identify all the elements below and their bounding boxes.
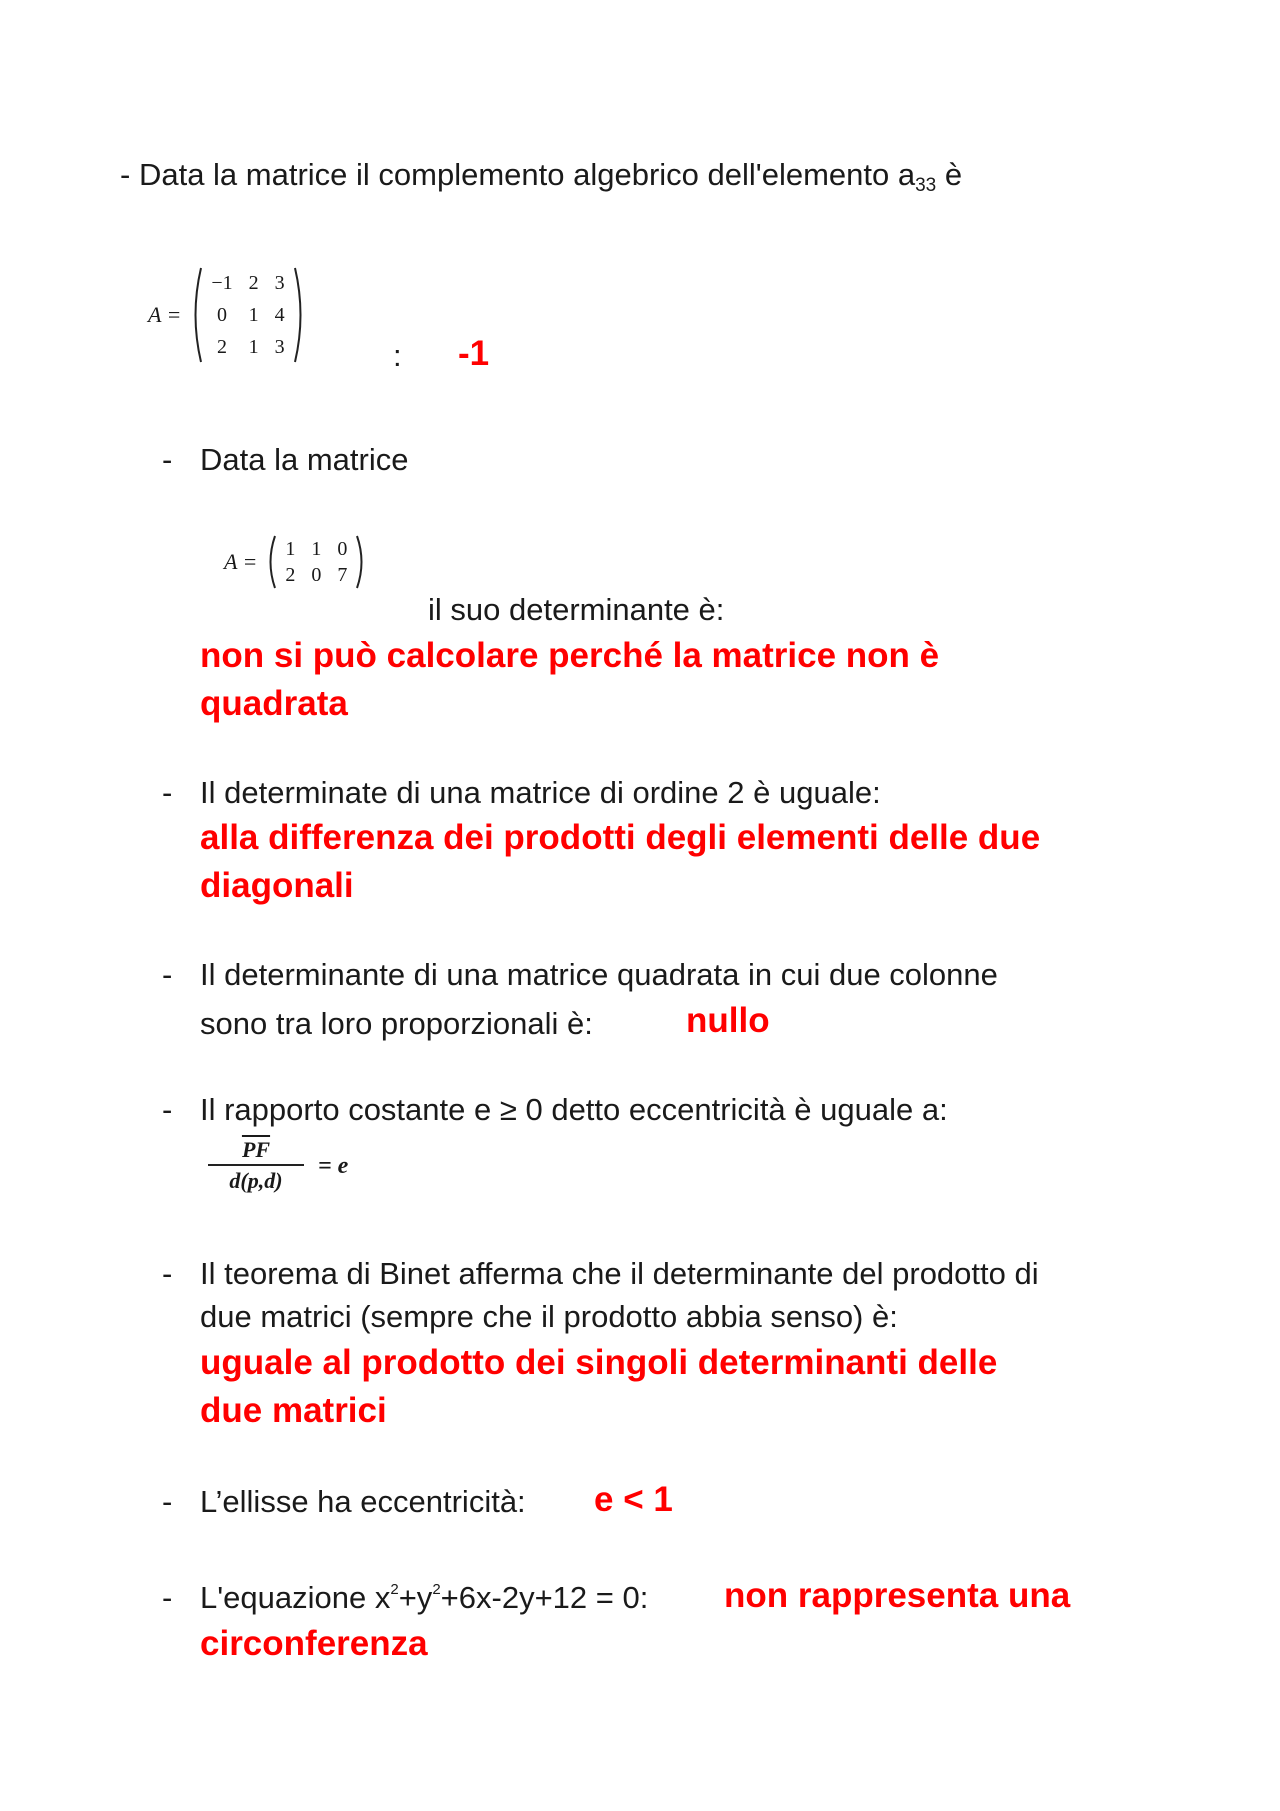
question-1-prefix: Data la matrice il complemento algebrico dell'elemento a — [138, 157, 916, 192]
matrix-2-cell: 2 — [285, 563, 296, 586]
matrix-1-cell: 3 — [274, 335, 285, 358]
equation-exponent: 2 — [390, 1581, 399, 1598]
matrix-1-table — [203, 267, 292, 363]
answer-6-line2: due matrici — [200, 1391, 387, 1430]
matrix-2-cell: 1 — [285, 537, 296, 560]
dash-7: - — [162, 1484, 173, 1519]
matrix-2-cell: 7 — [337, 563, 348, 586]
matrix-2-cell: 0 — [337, 537, 348, 560]
question-6-line1: Il teorema di Binet afferma che il determinante del prodotto di — [200, 1256, 1039, 1291]
formula-numerator: $\overline{PF}$ — [241, 1137, 271, 1162]
question-5: Il rapporto costante e ≥ 0 detto eccentricità è uguale a: — [200, 1092, 948, 1127]
question-1-suffix: è — [936, 157, 963, 192]
matrix-1-row — [203, 267, 292, 299]
formula-rhs: = e — [318, 1152, 349, 1179]
equation — [200, 1578, 648, 1618]
answer-4: nullo — [686, 1001, 770, 1040]
matrix-1-left-paren — [189, 266, 203, 364]
dash-2: - — [162, 442, 173, 477]
matrix-2-left-paren — [265, 534, 277, 590]
answer-3-line1: alla differenza dei prodotti degli elementi delle due — [200, 818, 1041, 857]
formula-fraction — [208, 1136, 304, 1196]
matrix-2 — [224, 534, 367, 590]
matrix-2-row — [277, 562, 355, 588]
dash-1: - — [120, 157, 131, 192]
answer-2-line2: quadrata — [200, 684, 348, 723]
dash-3: - — [162, 775, 173, 810]
equation-exponent: 2 — [432, 1581, 441, 1598]
matrix-1-label: A = — [148, 302, 182, 327]
answer-6-line1: uguale al prodotto dei singoli determinanti delle — [200, 1343, 998, 1382]
matrix-1-cell: 2 — [248, 271, 259, 294]
question-6-line2: due matrici (sempre che il prodotto abbia senso) è: — [200, 1299, 898, 1334]
question-7: L’ellisse ha eccentricità: — [200, 1484, 526, 1519]
answer-8-line1: non rappresenta una — [724, 1576, 1071, 1615]
matrix-1-cell: 1 — [248, 335, 259, 358]
answer-1: -1 — [458, 334, 490, 373]
dash-8: - — [162, 1580, 173, 1615]
dash-4: - — [162, 957, 173, 992]
formula-denominator: d(p,d) — [229, 1168, 283, 1193]
equation-part3: +6x-2y+12 = 0: — [440, 1580, 649, 1615]
matrix-2-right-paren — [355, 534, 367, 590]
eccentricity-formula — [208, 1136, 348, 1196]
question-3: Il determinate di una matrice di ordine 2 è uguale: — [200, 775, 881, 810]
matrix-1-cell: 0 — [217, 303, 228, 326]
matrix-2-cell: 0 — [311, 563, 322, 586]
equation-part1: L'equazione x — [200, 1580, 391, 1615]
question-1-subscript: 33 — [915, 175, 937, 196]
matrix-2-label: A = — [224, 549, 258, 574]
matrix-1-right-paren — [293, 266, 307, 364]
matrix-2-row — [277, 536, 355, 562]
separator-1: : — [393, 338, 402, 373]
matrix-1-cell: −1 — [211, 271, 233, 294]
matrix-1-row — [203, 299, 292, 331]
question-2: Data la matrice — [200, 442, 409, 477]
equation-part2: +y — [398, 1580, 433, 1615]
question-1 — [120, 155, 962, 206]
matrix-1-cell: 1 — [248, 303, 259, 326]
answer-8-line2: circonferenza — [200, 1624, 428, 1663]
matrix-1-row — [203, 331, 292, 363]
answer-7: e < 1 — [594, 1480, 673, 1519]
answer-2-line1: non si può calcolare perché la matrice non è — [200, 636, 940, 675]
matrix-2-cell: 1 — [311, 537, 322, 560]
dash-6: - — [162, 1256, 173, 1291]
dash-5: - — [162, 1092, 173, 1127]
matrix-2-table — [277, 536, 355, 588]
matrix-1-cell: 4 — [274, 303, 285, 326]
matrix-1-cell: 2 — [217, 335, 228, 358]
matrix-1-cell: 3 — [274, 271, 285, 294]
question-4-line2: sono tra loro proporzionali è: — [200, 1006, 593, 1041]
question-2-after: il suo determinante è: — [428, 592, 725, 627]
question-4-line1: Il determinante di una matrice quadrata in cui due colonne — [200, 957, 998, 992]
matrix-1 — [148, 266, 307, 364]
answer-3-line2: diagonali — [200, 866, 354, 905]
